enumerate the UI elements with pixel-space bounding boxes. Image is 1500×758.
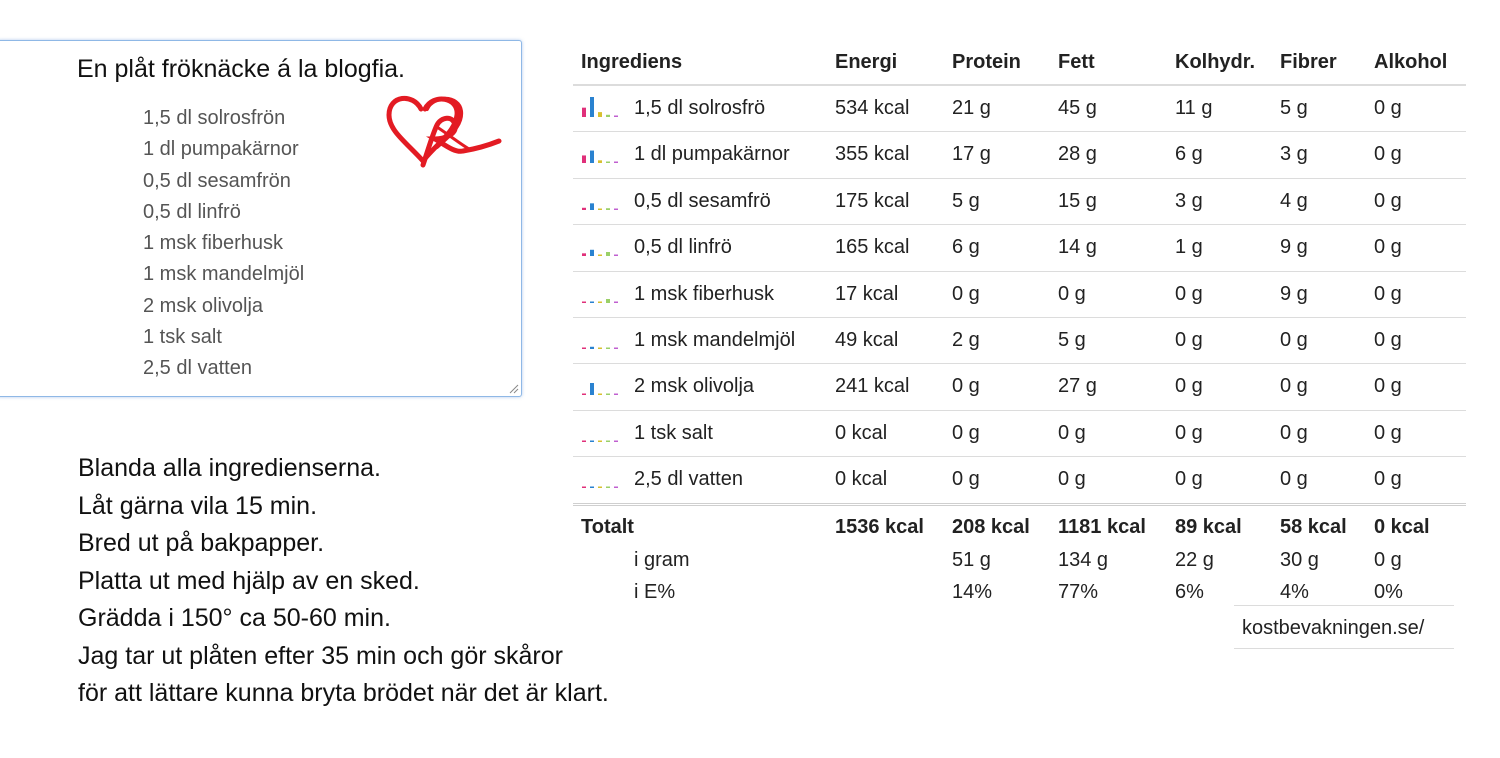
- cell-energy: 241 kcal: [835, 375, 910, 398]
- cell-carbs: 1 g: [1175, 236, 1203, 259]
- energy-percent-row: [573, 576, 1466, 608]
- heart-logo-icon: [383, 87, 505, 169]
- cell-fiber: 0 g: [1280, 375, 1308, 398]
- nutrient-bar-alcohol: [614, 487, 618, 489]
- nutrient-bar-carbs: [598, 208, 602, 210]
- ingredient-line: 1,5 dl solrosfrön: [143, 107, 286, 129]
- cell-fat: 0 g: [1058, 421, 1086, 444]
- totals-row: [573, 510, 1466, 544]
- nutrient-bar-carbs: [598, 347, 602, 349]
- nutrient-bars-icon: [580, 467, 624, 489]
- ingredient-name: 1 dl pumpakärnor: [634, 143, 790, 166]
- cell-fiber: 3 g: [1280, 143, 1308, 166]
- nutrient-bars-icon: [580, 421, 624, 443]
- cell-fat: 0 g: [1058, 282, 1086, 305]
- cell-carbs: 11 g: [1175, 97, 1213, 119]
- table-row: [573, 225, 1466, 271]
- cell-carbs: 0 g: [1175, 468, 1203, 491]
- header-fiber: Fibrer: [1280, 51, 1337, 73]
- nutrient-bar-alcohol: [614, 162, 618, 164]
- cell-carbs: 0 g: [1175, 328, 1203, 351]
- nutrient-bar-carbs: [598, 440, 602, 442]
- totals-carbs: 89 kcal: [1175, 515, 1242, 538]
- cell-protein: 0 g: [952, 421, 980, 444]
- nutrient-bars-icon: [580, 374, 624, 396]
- nutrient-bar-protein: [582, 347, 586, 349]
- nutrient-bar-fat: [590, 487, 594, 489]
- cell-fiber: 9 g: [1280, 282, 1308, 305]
- cell-protein: 2 g: [952, 328, 980, 351]
- cell-alcohol: 0 g: [1374, 189, 1402, 212]
- ingredient-name: 1 tsk salt: [634, 421, 713, 444]
- ingredient-name: 2 msk olivolja: [634, 375, 755, 398]
- nutrient-bar-alcohol: [614, 301, 618, 303]
- nutrient-bar-fiber: [606, 440, 610, 442]
- cell-alcohol: 0 g: [1374, 97, 1402, 119]
- nutrient-bar-fiber: [606, 347, 610, 349]
- nutrient-bar-fiber: [606, 115, 610, 117]
- grams-fat: 134 g: [1058, 548, 1109, 571]
- header-fat: Fett: [1058, 51, 1095, 73]
- cell-fat: 0 g: [1058, 468, 1086, 491]
- nutrient-bars-icon: [580, 142, 624, 164]
- cell-energy: 355 kcal: [835, 143, 910, 166]
- instruction-line: Platta ut med hjälp av en sked.: [78, 566, 420, 595]
- recipe-textarea[interactable]: [0, 40, 522, 397]
- instruction-line: Låt gärna vila 15 min.: [78, 491, 318, 520]
- totals-energy: 1536 kcal: [835, 515, 924, 538]
- nutrient-bar-carbs: [598, 394, 602, 396]
- table-row: [573, 179, 1466, 225]
- nutrient-bar-fat: [590, 97, 594, 117]
- grams-row: [573, 544, 1466, 576]
- ingredient-line: 1 dl pumpakärnor: [143, 138, 299, 161]
- cell-energy: 0 kcal: [835, 421, 888, 444]
- nutrient-bar-fat: [590, 440, 594, 442]
- grams-protein: 51 g: [952, 548, 991, 571]
- totals-protein: 208 kcal: [952, 515, 1030, 538]
- ingredient-line: 1 tsk salt: [143, 326, 222, 349]
- ingredient-line: 0,5 dl linfrö: [143, 200, 241, 223]
- grams-fiber: 30 g: [1280, 548, 1319, 571]
- ingredient-line: 1 msk mandelmjöl: [143, 263, 305, 286]
- ingredient-name: 1 msk mandelmjöl: [634, 328, 796, 351]
- cell-carbs: 3 g: [1175, 189, 1203, 212]
- recipe-title: En plåt fröknäcke á la blogfia.: [77, 55, 405, 83]
- resize-grip-icon[interactable]: [507, 382, 519, 394]
- nutrient-bar-fiber: [606, 162, 610, 164]
- cell-energy: 175 kcal: [835, 189, 910, 212]
- cell-protein: 17 g: [952, 143, 991, 166]
- energy-percent-carbs: 6%: [1175, 580, 1204, 603]
- cell-protein: 0 g: [952, 282, 980, 305]
- table-row: [573, 318, 1466, 364]
- ingredient-line: 0,5 dl sesamfrön: [143, 169, 291, 192]
- nutrient-bar-protein: [582, 301, 586, 303]
- table-row: [573, 86, 1466, 132]
- table-row: [573, 457, 1466, 505]
- cell-fat: 14 g: [1058, 236, 1097, 259]
- nutrient-bars-icon: [580, 189, 624, 211]
- cell-alcohol: 0 g: [1374, 143, 1402, 166]
- nutrient-bar-protein: [582, 487, 586, 489]
- instruction-line: Bred ut på bakpapper.: [78, 529, 325, 557]
- nutrient-bar-fiber: [606, 252, 610, 256]
- ingredient-line: 2,5 dl vatten: [143, 357, 252, 380]
- cell-fiber: 0 g: [1280, 328, 1308, 351]
- ingredient-list: [143, 103, 304, 385]
- nutrient-bar-fat: [590, 301, 594, 303]
- nutrient-bar-fat: [590, 250, 594, 256]
- cell-alcohol: 0 g: [1374, 236, 1402, 259]
- nutrient-bar-fat: [590, 151, 594, 163]
- source-credit: [1234, 605, 1454, 649]
- nutrient-bar-fiber: [606, 487, 610, 489]
- nutrient-bar-protein: [582, 394, 586, 396]
- table-row: [573, 272, 1466, 318]
- cell-energy: 534 kcal: [835, 97, 910, 119]
- cell-energy: 165 kcal: [835, 236, 910, 259]
- nutrient-bar-protein: [582, 156, 586, 164]
- table-row: [573, 132, 1466, 178]
- source-link[interactable]: kostbevakningen.se/: [1242, 617, 1425, 639]
- energy-percent-alcohol: 0%: [1374, 580, 1403, 603]
- nutrient-bar-alcohol: [614, 394, 618, 396]
- energy-percent-label: i E%: [634, 580, 676, 603]
- totals-fat: 1181 kcal: [1058, 515, 1146, 538]
- cell-energy: 0 kcal: [835, 468, 888, 491]
- grams-label: i gram: [634, 548, 690, 571]
- cell-energy: 49 kcal: [835, 328, 899, 351]
- table-row: [573, 411, 1466, 457]
- nutrient-bar-alcohol: [614, 440, 618, 442]
- nutrient-bar-alcohol: [614, 347, 618, 349]
- header-ingredient: Ingrediens: [581, 51, 683, 73]
- cell-fiber: 0 g: [1280, 468, 1308, 491]
- nutrient-bar-protein: [582, 108, 586, 117]
- cell-protein: 21 g: [952, 97, 991, 119]
- nutrient-bar-protein: [582, 440, 586, 442]
- nutrition-table: [573, 40, 1466, 608]
- table-row: [573, 364, 1466, 410]
- energy-percent-fat: 77%: [1058, 580, 1099, 603]
- cell-alcohol: 0 g: [1374, 375, 1402, 398]
- nutrient-bar-carbs: [598, 255, 602, 257]
- instruction-line: Grädda i 150° ca 50-60 min.: [78, 604, 391, 632]
- cell-fat: 15 g: [1058, 189, 1097, 212]
- nutrient-bar-fat: [590, 203, 594, 210]
- cell-carbs: 6 g: [1175, 143, 1203, 166]
- instruction-line: Blanda alla ingredienserna.: [78, 454, 381, 482]
- nutrient-bar-protein: [582, 254, 586, 257]
- cell-fat: 45 g: [1058, 97, 1097, 119]
- ingredient-name: 2,5 dl vatten: [634, 468, 743, 491]
- cell-protein: 6 g: [952, 236, 980, 259]
- cell-alcohol: 0 g: [1374, 282, 1402, 305]
- totals-fiber: 58 kcal: [1280, 515, 1347, 538]
- nutrient-bar-protein: [582, 208, 586, 210]
- cell-fiber: 0 g: [1280, 421, 1308, 444]
- nutrient-bar-carbs: [598, 487, 602, 489]
- table-header: [573, 40, 1466, 86]
- cell-fiber: 5 g: [1280, 97, 1308, 119]
- cell-protein: 5 g: [952, 189, 980, 212]
- nutrient-bar-alcohol: [614, 116, 618, 118]
- nutrient-bars-icon: [580, 328, 624, 350]
- cell-fiber: 9 g: [1280, 236, 1308, 259]
- totals-alcohol: 0 kcal: [1374, 515, 1430, 538]
- ingredient-name: 0,5 dl sesamfrö: [634, 189, 771, 212]
- nutrient-bars-icon: [580, 235, 624, 257]
- cell-fat: 27 g: [1058, 375, 1097, 398]
- cell-fat: 5 g: [1058, 328, 1086, 351]
- instruction-line: för att lättare kunna bryta brödet när det är klart.: [78, 679, 609, 707]
- cell-carbs: 0 g: [1175, 282, 1203, 305]
- grams-alcohol: 0 g: [1374, 548, 1402, 571]
- instruction-line: Jag tar ut plåten efter 35 min och gör skåror: [78, 641, 563, 670]
- nutrient-bar-carbs: [598, 112, 602, 117]
- ingredient-name: 1,5 dl solrosfrö: [634, 97, 766, 119]
- header-carbs: Kolhydr.: [1175, 51, 1256, 73]
- nutrient-bar-fat: [590, 347, 594, 349]
- nutrient-bar-fat: [590, 383, 594, 395]
- cell-carbs: 0 g: [1175, 375, 1203, 398]
- header-protein: Protein: [952, 51, 1021, 73]
- header-alcohol: Alkohol: [1374, 51, 1448, 73]
- nutrient-bar-carbs: [598, 301, 602, 303]
- instructions: [78, 450, 609, 713]
- cell-protein: 0 g: [952, 375, 980, 398]
- energy-percent-fiber: 4%: [1280, 580, 1309, 603]
- nutrient-bar-alcohol: [614, 255, 618, 257]
- cell-carbs: 0 g: [1175, 421, 1203, 444]
- nutrient-bar-alcohol: [614, 208, 618, 210]
- cell-alcohol: 0 g: [1374, 421, 1402, 444]
- ingredient-name: 1 msk fiberhusk: [634, 282, 775, 305]
- nutrient-bar-fiber: [606, 299, 610, 303]
- ingredient-line: 1 msk fiberhusk: [143, 232, 284, 255]
- nutrient-bar-fiber: [606, 208, 610, 210]
- totals-label: Totalt: [581, 515, 634, 538]
- ingredient-name: 0,5 dl linfrö: [634, 236, 732, 259]
- cell-protein: 0 g: [952, 468, 980, 491]
- cell-alcohol: 0 g: [1374, 328, 1402, 351]
- nutrient-bars-icon: [580, 282, 624, 304]
- nutrient-bars-icon: [580, 96, 624, 118]
- header-energy: Energi: [835, 51, 898, 73]
- cell-fat: 28 g: [1058, 143, 1097, 166]
- cell-alcohol: 0 g: [1374, 468, 1402, 491]
- energy-percent-protein: 14%: [952, 580, 993, 603]
- nutrient-bar-fiber: [606, 394, 610, 396]
- ingredient-line: 2 msk olivolja: [143, 294, 264, 317]
- cell-fiber: 4 g: [1280, 189, 1308, 212]
- nutrient-bar-carbs: [598, 161, 602, 164]
- grams-carbs: 22 g: [1175, 548, 1214, 571]
- cell-energy: 17 kcal: [835, 282, 899, 305]
